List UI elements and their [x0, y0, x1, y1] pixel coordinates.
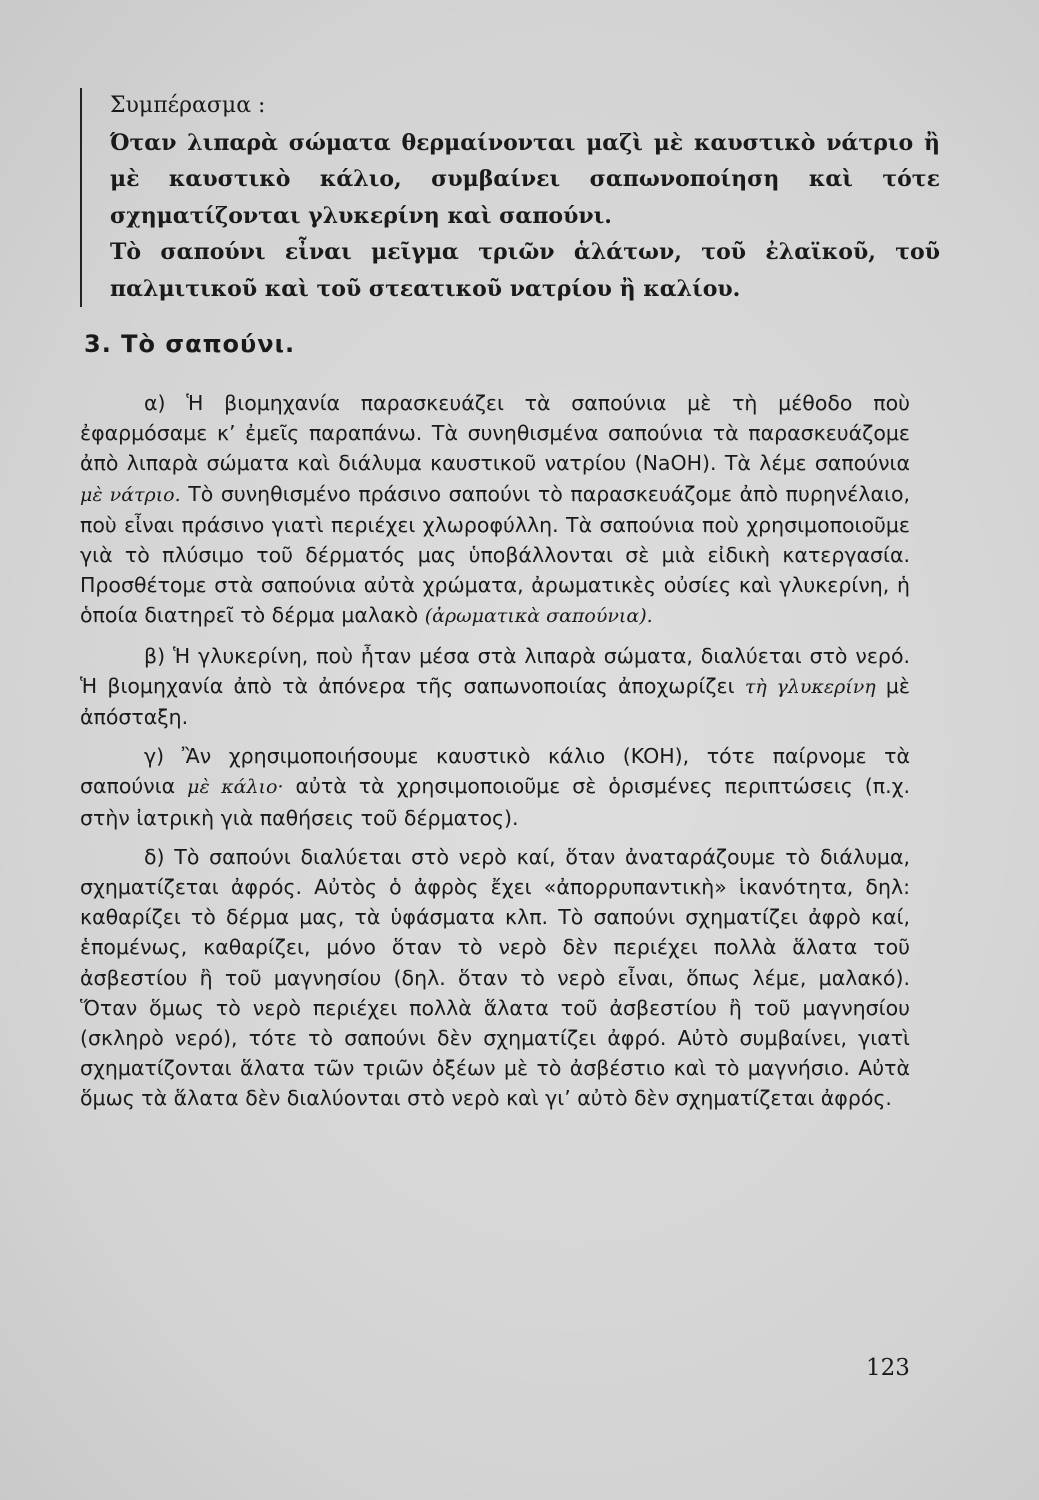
paragraph-a: [80, 388, 910, 632]
paragraph-c: [80, 741, 910, 833]
section-heading: 3. Τὸ σαπούνι.: [84, 330, 296, 358]
paragraph-b-text-2: μὲ ἀπόσταξη.: [80, 673, 911, 730]
paragraph-b: [80, 641, 910, 733]
summary-paragraph-2: Τὸ σαπούνι εἶναι μεῖγμα τριῶν ἁλάτων, τοῦ ἐλαϊκοῦ, τοῦ παλμιτικοῦ καὶ τοῦ στεατικοῦ νατρίου ἢ καλίου.: [110, 239, 940, 302]
paragraph-c-text-2: αὐτὰ τὰ χρησιμοποιοῦμε σὲ ὁρισμένες περιπτώσεις (π.χ. στὴν ἰατρικὴ γιὰ παθήσεις τοῦ δέρματος).: [80, 774, 910, 830]
paragraph-b-text-1: β) Ἡ γλυκερίνη, ποὺ ἦταν μέσα στὰ λιπαρὰ σώματα, διαλύεται στὸ νερό. Ἡ βιομηχανία ἀπὸ τὰ ἀπόνερα τῆς σαπωνοποιίας ἀποχωρίζει: [80, 643, 910, 698]
paragraph-c-text-1: γ) Ἂν χρησιμοποιήσουμε καυστικὸ κάλιο (KOH), τότε παίρνομε τὰ σαπούνια: [80, 744, 910, 799]
page-number: 123: [866, 1355, 910, 1381]
paragraph-a-emphasis-1: μὲ νάτριο.: [80, 483, 181, 506]
paragraph-b-emphasis-1: τὴ γλυκερίνη: [744, 675, 876, 698]
paragraph-c-emphasis-1: μὲ κάλιο·: [187, 776, 284, 799]
summary-title: Συμπέρασμα :: [110, 93, 266, 118]
paragraph-d: δ) Τὸ σαπούνι διαλύεται στὸ νερὸ καί, ὅταν ἀναταράζουμε τὸ διάλυμα, σχηματίζεται ἀφρός. Αὐτὸς ὁ ἀφρὸς ἔχει «ἀπορρυπαντικὴ» ἱκανότητα, δηλ: καθαρίζει τὸ δέρμα μας, τὰ ὑφάσματα κλπ. Τὸ σαπούνι σχηματίζει ἀφρὸ καί, ἑπομένως, καθαρίζει, μόνο ὅταν τὸ νερὸ δὲν περιέχει πολλὰ ἅλατα τοῦ ἀσβεστίου ἢ τοῦ μαγνησίου (δηλ. ὅταν τὸ νερὸ εἶναι, ὅπως λέμε, μαλακό). Ὅταν ὅμως τὸ νερὸ περιέχει πολλὰ ἅλατα τοῦ ἀσβεστίου ἢ τοῦ μαγνησίου (σκληρὸ νερό), τότε τὸ σαπούνι δὲν σχηματίζει ἀφρό. Αὐτὸ συμβαίνει, γιατὶ σχηματίζονται ἅλατα τῶν τριῶν ὀξέων μὲ τὸ ἀσβέστιο καὶ τὸ μαγνήσιο. Αὐτὰ ὅμως τὰ ἅλατα δὲν διαλύονται στὸ νερὸ καὶ γι’ αὐτὸ δὲν σχηματίζεται ἀφρός.: [80, 844, 910, 1111]
body-text: [80, 388, 910, 1123]
paragraph-a-text-2: Τὸ συνηθισμένο πράσινο σαπούνι τὸ παρασκευάζομε ἀπὸ πυρηνέλαιο, ποὺ εἶναι πράσινο γιατὶ περιέχει χλωροφύλλη. Τὰ σαπούνια ποὺ χρησιμοποιοῦμε γιὰ τὸ πλύσιμο τοῦ δέρματός μας ὑποβάλλονται σὲ μιὰ εἰδικὴ κατεργασία. Προσθέτομε στὰ σαπούνια αὐτὰ χρώματα, ἀρωματικὲς οὐσίες καὶ γλυκερίνη, ἡ ὁποία διατηρεῖ τὸ δέρμα μαλακὸ: [80, 481, 911, 628]
summary-box: [80, 88, 940, 307]
summary-paragraph-1: Όταν λιπαρὰ σώματα θερμαίνονται μαζὶ μὲ καυστικὸ νάτριο ἢ μὲ καυστικὸ κάλιο, συμβαίνει σαπωνοποίηση καὶ τότε σχηματίζονται γλυκερίνη καὶ σαπούνι.: [110, 129, 940, 229]
paragraph-a-text-1: α) Ἡ βιομηχανία παρασκευάζει τὰ σαπούνια μὲ τὴ μέθοδο ποὺ ἐφαρμόσαμε κ’ ἐμεῖς παραπάνω. Τὰ συνηθισμένα σαπούνια τὰ παρασκευάζομε ἀπὸ λιπαρὰ σώματα καὶ διάλυμα καυστικοῦ νατρίου (NaOH). Τὰ λέμε σαπούνια: [80, 391, 910, 476]
paragraph-a-emphasis-2: (ἀρωματικὰ σαπούνια).: [424, 605, 653, 628]
